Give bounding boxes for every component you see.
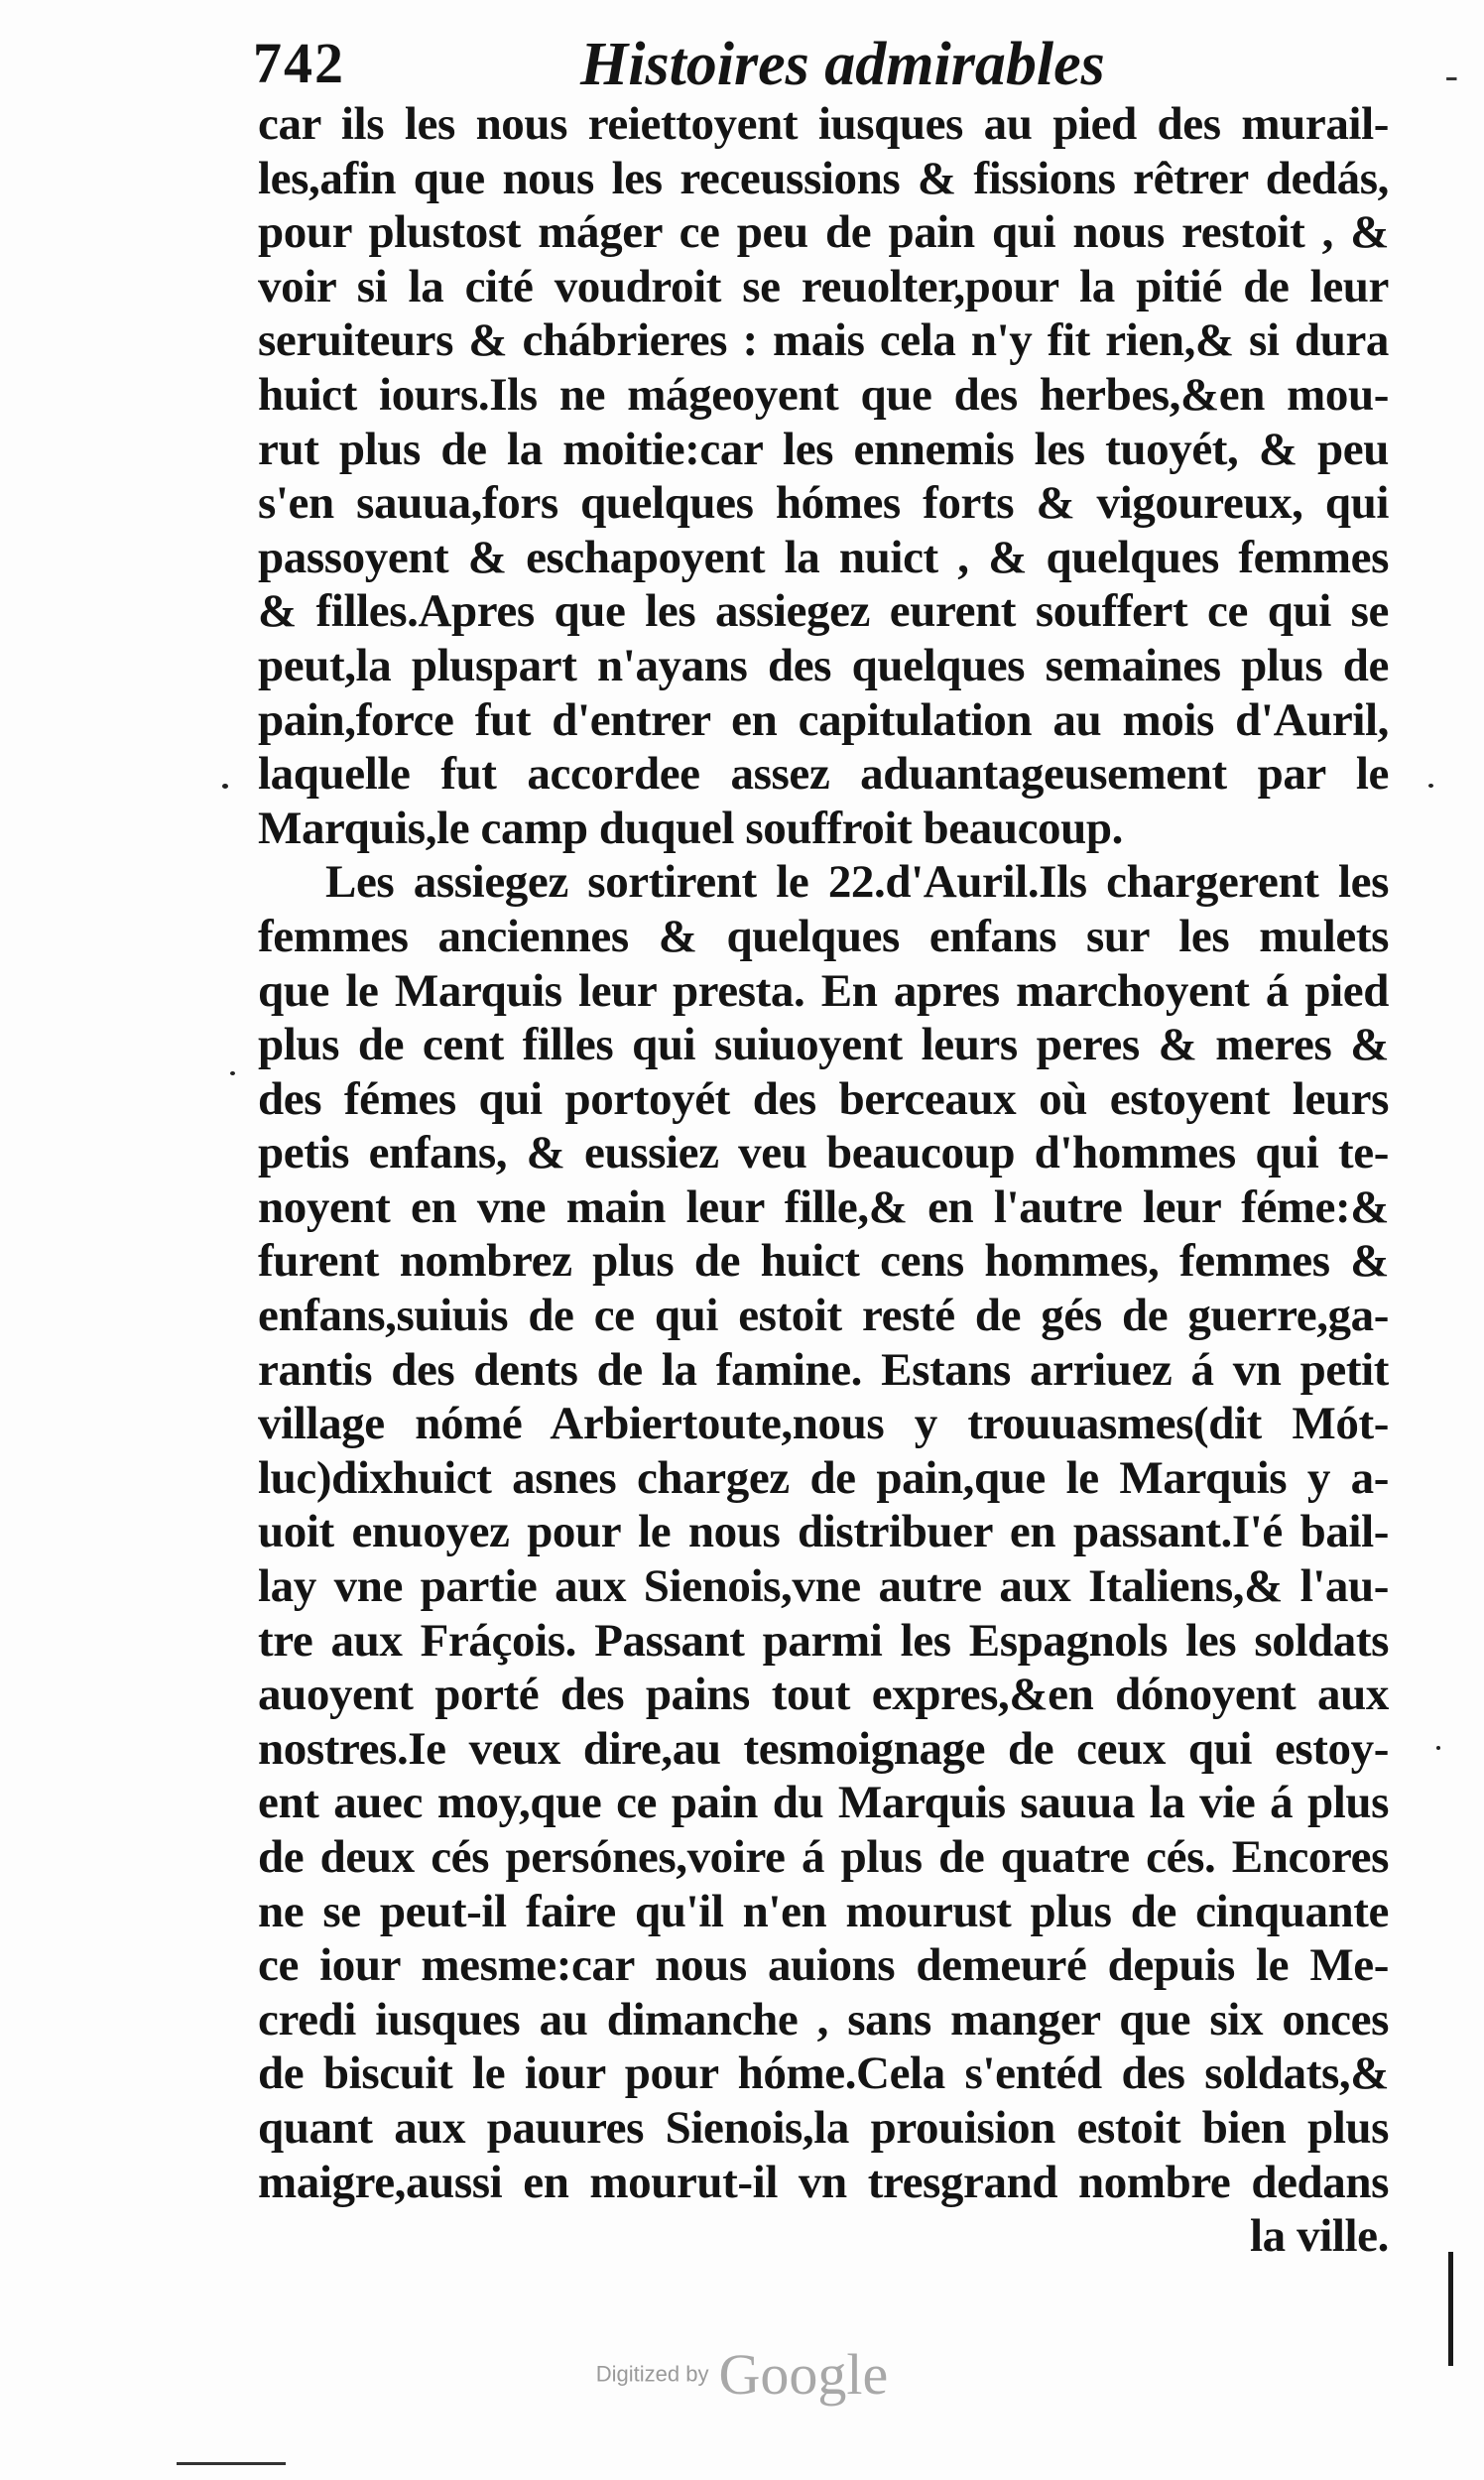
margin-speck <box>1436 1746 1440 1750</box>
text-line: la ville. <box>1250 2210 1389 2263</box>
text-line: huict iours.Ils ne mágeoyent que des herbes,&en mou- <box>258 368 1389 421</box>
text-line: de biscuit le iour pour hóme.Cela s'entéd des soldats,& <box>258 2047 1389 2100</box>
text-line: rantis des dents de la famine. Estans arriuez á vn petit <box>258 1343 1389 1396</box>
text-line: car ils les nous reiettoyent iusques au pied des murail- <box>258 98 1389 150</box>
text-line: uoit enuoyez pour le nous distribuer en passant.I'é bail- <box>258 1506 1389 1558</box>
text-line: tre aux Fráçois. Passant parmi les Espagnols les soldats <box>258 1614 1389 1667</box>
text-line: plus de cent filles qui suiuoyent leurs peres & meres & <box>258 1019 1389 1071</box>
text-line: Les assiegez sortirent le 22.d'Auril.Ils chargerent les <box>325 856 1389 909</box>
body-text <box>258 97 1389 2264</box>
text-line: ne se peut-il faire qu'il n'en mourust plus de cinquante <box>258 1885 1389 1937</box>
text-line: noyent en vne main leur fille,& en l'autre leur féme:& <box>258 1180 1389 1233</box>
text-line: nostres.Ie veux dire,au tesmoignage de ceux qui estoy- <box>258 1722 1389 1775</box>
text-line: des fémes qui portoyét des berceaux où estoyent leurs <box>258 1072 1389 1125</box>
margin-speck <box>222 784 228 789</box>
margin-mark: - <box>1444 53 1458 97</box>
text-line: Marquis,le camp duquel souffroit beaucoup. <box>258 802 1123 854</box>
text-line: furent nombrez plus de huict cens hommes, femmes & <box>258 1235 1389 1288</box>
text-line: luc)dixhuict asnes chargez de pain,que le Marquis y a- <box>258 1451 1389 1504</box>
text-line: les,afin que nous les receussions & fissions rêtrer dedás, <box>258 152 1389 204</box>
text-line: voir si la cité voudroit se reuolter,pour la pitié de leur <box>258 260 1389 312</box>
text-line: lay vne partie aux Sienois,vne autre aux Italiens,& l'au- <box>258 1560 1389 1613</box>
google-logo: Google <box>718 2342 889 2407</box>
text-line: pour plustost máger ce peu de pain qui nous restoit , & <box>258 206 1389 259</box>
text-line: ce iour mesme:car nous auions demeuré depuis le Me- <box>258 1939 1389 1992</box>
running-title: Histoires admirables <box>580 31 1105 98</box>
text-line: seruiteurs & chábrieres : mais cela n'y fit rien,& si dura <box>258 314 1389 367</box>
digitization-watermark <box>0 2341 1484 2408</box>
text-line: ent auec moy,que ce pain du Marquis sauua la vie á plus <box>258 1777 1389 1829</box>
bottom-rule <box>177 2462 286 2465</box>
text-line: pain,force fut d'entrer en capitulation au mois d'Auril, <box>258 693 1389 746</box>
text-line: & filles.Apres que les assiegez eurent souffert ce qui se <box>258 585 1389 638</box>
text-line: enfans,suiuis de ce qui estoit resté de gés de guerre,ga- <box>258 1290 1389 1342</box>
text-line: auoyent porté des pains tout expres,&en dónoyent aux <box>258 1669 1389 1721</box>
margin-speck <box>230 1071 235 1075</box>
page-number: 742 <box>253 31 345 95</box>
text-line: rut plus de la moitie:car les ennemis les tuoyét, & peu <box>258 423 1389 475</box>
text-line: credi iusques au dimanche , sans manger que six onces <box>258 1993 1389 2046</box>
margin-speck <box>1428 784 1433 788</box>
text-line: laquelle fut accordee assez aduantageusement par le <box>258 748 1389 801</box>
text-line: s'en sauua,fors quelques hómes forts & vigoureux, qui <box>258 477 1389 530</box>
text-line: de deux cés persónes,voire á plus de quatre cés. Encores <box>258 1831 1389 1883</box>
text-line: petis enfans, & eussiez veu beaucoup d'hommes qui te- <box>258 1127 1389 1179</box>
text-line: maigre,aussi en mourut-il vn tresgrand nombre dedans <box>258 2156 1389 2208</box>
digitized-by-label: Digitized by <box>595 2361 709 2387</box>
text-line: village nómé Arbiertoute,nous y trouuasmes(dit Mót- <box>258 1398 1389 1450</box>
text-line: que le Marquis leur presta. En apres marchoyent á pied <box>258 964 1389 1017</box>
text-line: passoyent & eschapoyent la nuict , & quelques femmes <box>258 531 1389 583</box>
text-line: peut,la pluspart n'ayans des quelques semaines plus de <box>258 639 1389 691</box>
text-line: femmes anciennes & quelques enfans sur les mulets <box>258 910 1389 962</box>
text-line: quant aux pauures Sienois,la prouision estoit bien plus <box>258 2101 1389 2154</box>
